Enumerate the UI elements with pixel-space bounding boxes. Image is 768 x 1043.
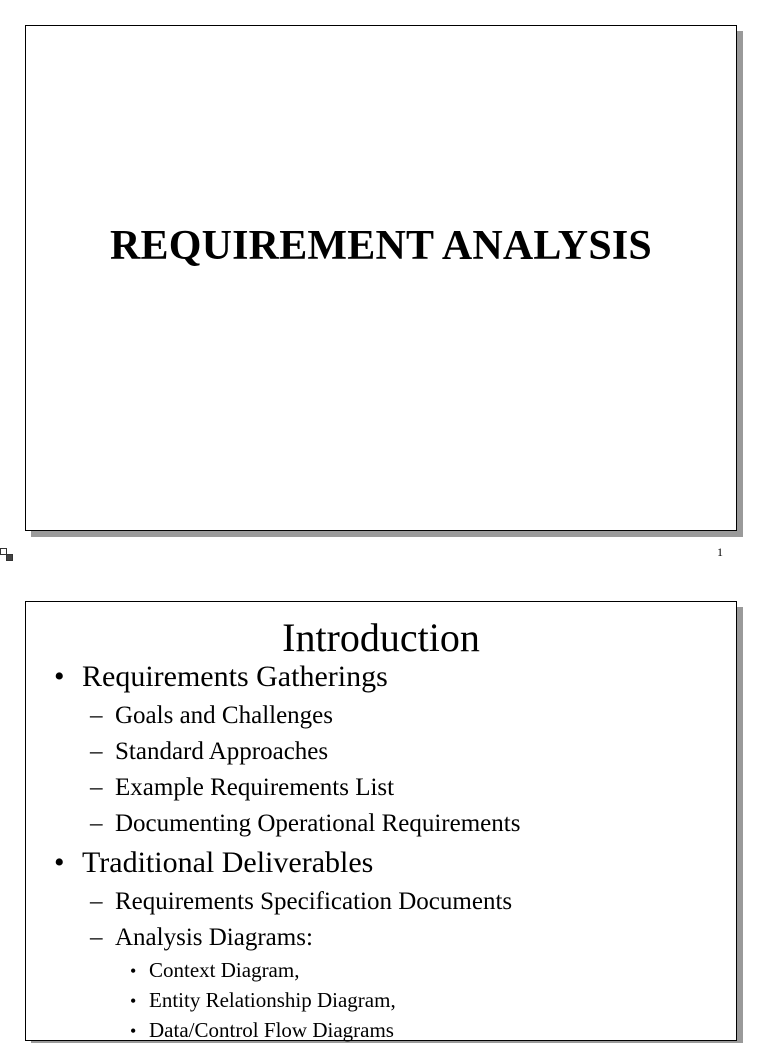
small-bullet-marker: • xyxy=(130,961,137,981)
bullet-marker: • xyxy=(54,660,65,693)
slide-1-title: REQUIREMENT ANALYSIS xyxy=(109,223,652,269)
dash-marker: – xyxy=(90,924,103,951)
slide-2-title: Introduction xyxy=(282,615,480,660)
sub-sub-bullet-item: • Entity Relationship Diagram, xyxy=(130,988,396,1012)
bullet-item: • Requirements Gatherings xyxy=(54,660,388,693)
bullet-marker: • xyxy=(54,846,65,879)
bullet-item: • Traditional Deliverables xyxy=(54,846,374,879)
sub-bullet-item: – Analysis Diagrams: xyxy=(90,924,313,951)
dash-marker: – xyxy=(90,810,103,837)
sub-bullet-item: – Documenting Operational Requirements xyxy=(90,810,521,837)
page-number: 1 xyxy=(717,545,723,559)
dash-marker: – xyxy=(90,774,103,801)
dash-marker: – xyxy=(90,738,103,765)
slide-1 xyxy=(25,25,737,531)
dash-marker: – xyxy=(90,888,103,915)
slide-2 xyxy=(25,601,737,1041)
sub-sub-bullet-item: • Data/Control Flow Diagrams xyxy=(130,1018,394,1042)
sub-bullet-item: – Example Requirements List xyxy=(90,774,395,801)
small-bullet-marker: • xyxy=(130,991,137,1011)
sub-sub-bullet-item: • Context Diagram, xyxy=(130,958,300,982)
small-bullet-marker: • xyxy=(130,1021,137,1041)
sub-bullet-item: – Requirements Specification Documents xyxy=(90,888,513,915)
dash-marker: – xyxy=(90,702,103,729)
sub-bullet-item: – Standard Approaches xyxy=(90,738,329,765)
notes-page-icon xyxy=(0,548,14,562)
sub-bullet-item: – Goals and Challenges xyxy=(90,702,334,729)
